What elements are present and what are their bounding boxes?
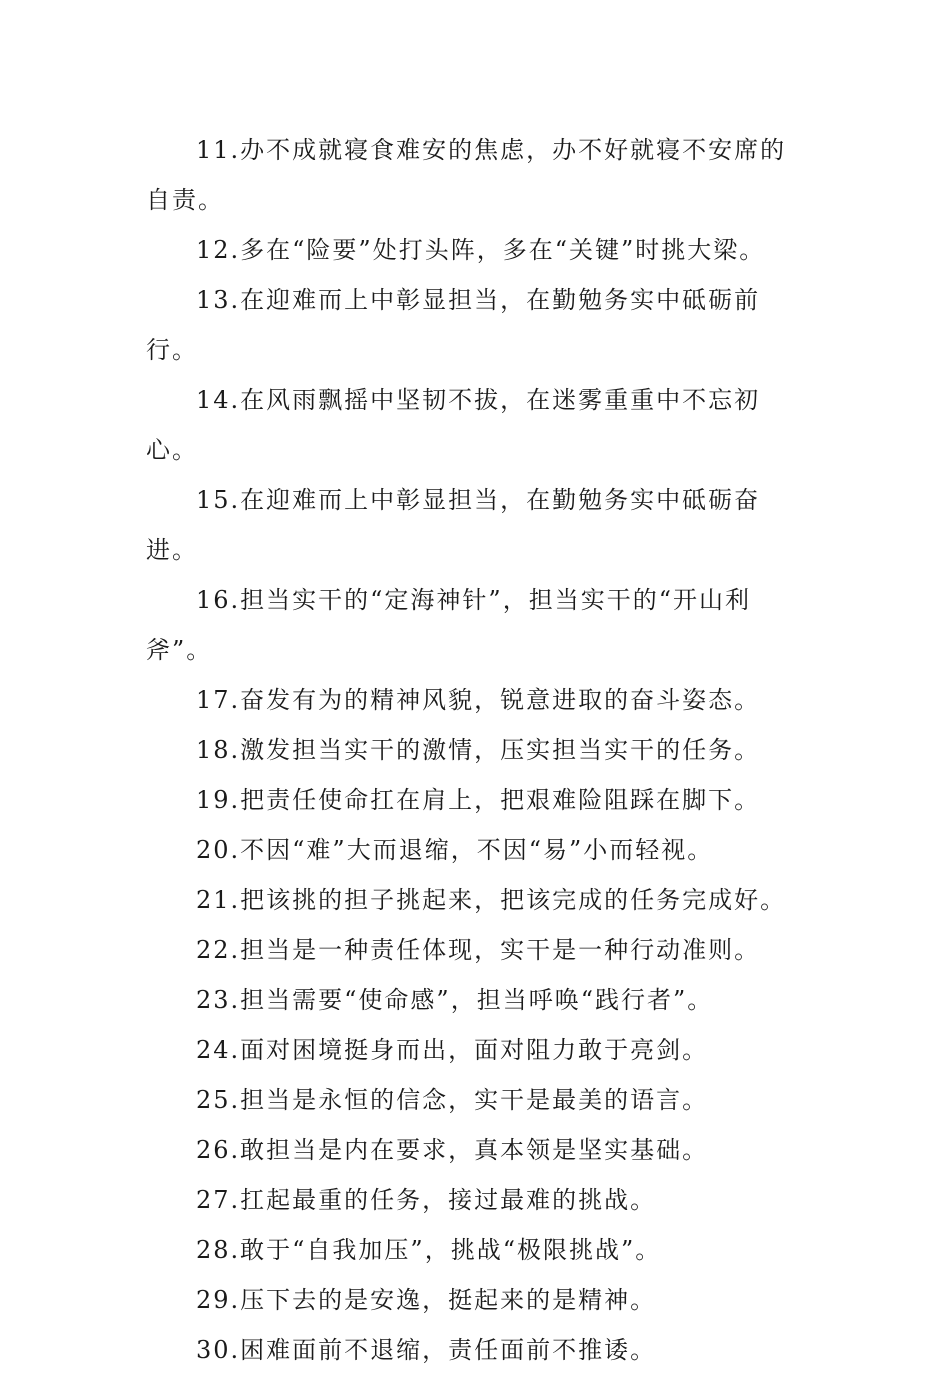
list-item: 23.担当需要“使命感”，担当呼唤“践行者”。 <box>196 986 714 1014</box>
list-item: 17.奋发有为的精神风貌，锐意进取的奋斗姿态。 <box>196 686 761 714</box>
list-item: 29.压下去的是安逸，挺起来的是精神。 <box>196 1286 657 1314</box>
list-item: 12.多在“险要”处打头阵，多在“关键”时挑大梁。 <box>196 236 766 264</box>
list-item: 21.把该挑的担子挑起来，把该完成的任务完成好。 <box>196 886 787 914</box>
list-item: 20.不因“难”大而退缩，不因“易”小而轻视。 <box>196 836 714 864</box>
list-item: 24.面对困境挺身而出，面对阻力敢于亮剑。 <box>196 1036 709 1064</box>
list-item: 26.敢担当是内在要求，真本领是坚实基础。 <box>196 1136 709 1164</box>
document-body <box>146 125 806 1375</box>
list-item: 28.敢于“自我加压”，挑战“极限挑战”。 <box>196 1236 662 1264</box>
list-item: 11.办不成就寝食难安的焦虑，办不好就寝不安席的自责。 <box>146 136 787 214</box>
list-item: 22.担当是一种责任体现，实干是一种行动准则。 <box>196 936 761 964</box>
list-item: 27.扛起最重的任务，接过最难的挑战。 <box>196 1186 657 1214</box>
list-item: 25.担当是永恒的信念，实干是最美的语言。 <box>196 1086 709 1114</box>
list-item: 19.把责任使命扛在肩上，把艰难险阻踩在脚下。 <box>196 786 761 814</box>
list-item: 16.担当实干的“定海神针”，担当实干的“开山利斧”。 <box>146 586 751 664</box>
list-item: 18.激发担当实干的激情，压实担当实干的任务。 <box>196 736 761 764</box>
list-item: 14.在风雨飘摇中坚韧不拔，在迷雾重重中不忘初心。 <box>146 386 761 464</box>
list-item: 30.困难面前不退缩，责任面前不推诿。 <box>196 1336 657 1364</box>
list-item: 15.在迎难而上中彰显担当，在勤勉务实中砥砺奋进。 <box>146 486 761 564</box>
list-item: 13.在迎难而上中彰显担当，在勤勉务实中砥砺前行。 <box>146 286 761 364</box>
